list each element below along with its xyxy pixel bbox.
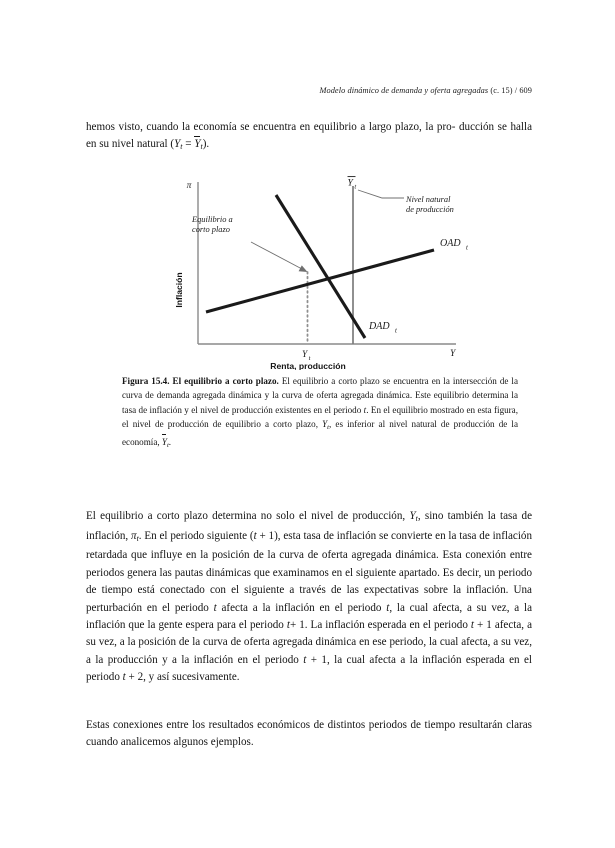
p1-text-2: , sino también la tasa de inflación, bbox=[86, 510, 532, 542]
figure-caption-var-y: Y bbox=[322, 418, 328, 429]
p1-text-9: + 1, la cual afecta a la inflación esperada en el periodo bbox=[86, 653, 532, 684]
running-head-title: Modelo dinámico de demanda y oferta agregadas bbox=[319, 86, 489, 95]
running-head bbox=[86, 86, 532, 95]
dad-label: DAD bbox=[369, 321, 390, 332]
dad-label-subscript: t bbox=[395, 327, 397, 335]
figure-caption-title: El equilibrio a corto plazo. bbox=[172, 376, 279, 386]
variable-y-subscript: t bbox=[180, 142, 183, 152]
p1-text-4: ), esta tasa de inflación se convierte en la tasa de inflación retardada que influye en la posición de la curva de oferta agregada dinámica. Esta conexión entre periodos genera las pautas dinámicas que examinamos en el siguiente apartado. Es decir, un periodo de tiempo está conectado con el siguiente a través de las expectativas sobre la inflación. Una perturbación en el periodo bbox=[86, 529, 532, 614]
p1-var-y-sub: t bbox=[415, 514, 418, 524]
page-number: 609 bbox=[519, 86, 532, 95]
natural-level-label: Y bbox=[347, 177, 353, 189]
figure-chart-svg bbox=[86, 170, 532, 370]
natural-level-annotation bbox=[405, 195, 454, 214]
intro-paragraph-text bbox=[86, 119, 532, 156]
x-tick-label: Y bbox=[302, 350, 308, 360]
figure-caption-var-ybar: Y bbox=[162, 435, 167, 449]
figure-caption-var-y-sub: t bbox=[327, 423, 329, 431]
equilibrium-text-line2: corto plazo bbox=[192, 225, 230, 234]
p1-var-t-b: t bbox=[213, 601, 217, 614]
figure-caption-label: Figura 15.4. bbox=[122, 376, 170, 386]
figure-caption-body-2: . En el equilibrio mostrado en esta figura, el nivel de producción de equilibrio a corto plazo, bbox=[122, 404, 518, 429]
p1-text-start: El equilibrio a corto plazo determina no solo el nivel de producción, bbox=[86, 510, 406, 522]
figure-caption-var-ybar-sub: t bbox=[166, 441, 169, 449]
y-axis-label: Inflación bbox=[174, 272, 184, 308]
p1-var-y: Y bbox=[409, 510, 416, 522]
running-head-chapter: (c. 15) bbox=[490, 86, 513, 95]
paragraph-2-text: Estas conexiones entre los resultados económicos de distintos periodos de tiempo resultarán claras cuando analicemos algunos ejemplos. bbox=[86, 719, 532, 749]
paragraph-1-text bbox=[86, 508, 532, 687]
p1-var-t-e: t bbox=[470, 618, 474, 631]
intro-line-2-post: ). bbox=[202, 138, 210, 151]
natural-level-label-subscript: t bbox=[354, 183, 357, 191]
x-axis-label: Renta, producción bbox=[270, 361, 346, 370]
equilibrium-annotation bbox=[191, 215, 233, 234]
p1-var-t-c: t bbox=[386, 601, 390, 614]
p1-var-pi: π bbox=[131, 529, 137, 542]
p1-text-6: , la cual afecta, a su vez, a la inflación que la gente espera para el periodo bbox=[86, 601, 533, 631]
p1-text-5: afecta a la inflación en el periodo bbox=[221, 601, 382, 614]
paragraph-2 bbox=[86, 717, 532, 752]
equilibrium-leader-arrow bbox=[251, 242, 308, 272]
running-head-separator: / bbox=[514, 86, 518, 95]
oad-label: OAD bbox=[440, 238, 461, 249]
figure-caption-body-4: . bbox=[168, 437, 172, 448]
equilibrium-text-line1: Equilibrio a bbox=[192, 215, 233, 224]
intro-line-2-pre: ducción se halla en su nivel natural ( bbox=[86, 121, 533, 151]
oad-label-group bbox=[440, 238, 469, 251]
figure-caption-body: El equilibrio a corto plazo se encuentra en la intersección de la curva de demanda agregada dinámica y la curva de oferta agregada dinámica. Este equilibrio determina la tasa de inflación y el nivel de producción existentes en el periodo bbox=[122, 376, 518, 415]
figure-caption-body-3: , es inferior al nivel natural de producción de la economía, bbox=[122, 418, 518, 448]
equals-sign: = bbox=[185, 138, 192, 151]
oad-label-subscript: t bbox=[466, 244, 468, 252]
natural-level-leader-line bbox=[358, 190, 404, 198]
p1-plus-1-a: + 1 bbox=[259, 529, 275, 542]
p1-text-8: + 1 afecta, a su vez, a la posición de la curva de oferta agregada dinámica en ese periodo, la cual afecta, a su vez, a la producción y a la inflación en el periodo bbox=[86, 618, 532, 666]
figure-caption-var-t: t bbox=[363, 404, 367, 415]
p1-var-pi-sub: t bbox=[136, 533, 139, 543]
p1-var-t-d: t bbox=[286, 618, 290, 631]
p1-text-10: + 2, y así sucesivamente. bbox=[128, 671, 240, 684]
figure-caption bbox=[122, 374, 518, 453]
intro-line-1: hemos visto, cuando la economía se encuentra en equilibrio a largo plazo, la pro- bbox=[86, 121, 456, 133]
paragraph-1 bbox=[86, 508, 532, 687]
variable-y: Y bbox=[174, 138, 181, 151]
intro-paragraph bbox=[86, 119, 532, 156]
x-axis-symbol: Y bbox=[450, 349, 456, 359]
natural-level-label-group bbox=[348, 177, 357, 191]
p1-var-t-g: t bbox=[122, 671, 126, 684]
variable-y-bar: Y bbox=[194, 136, 200, 153]
dad-label-group bbox=[368, 321, 398, 334]
variable-y-bar-subscript: t bbox=[200, 142, 203, 152]
natural-level-text-line2: de producción bbox=[406, 205, 454, 214]
p1-var-t-f: t bbox=[303, 653, 307, 666]
p1-text-7: + 1. La inflación esperada en el periodo bbox=[289, 618, 468, 631]
oad-curve bbox=[206, 250, 434, 312]
p1-text-3: . En el periodo siguiente ( bbox=[138, 529, 254, 542]
figure-15-4 bbox=[86, 170, 532, 370]
y-axis-symbol: π bbox=[186, 181, 192, 191]
x-tick-label-subscript: t bbox=[308, 355, 311, 362]
dad-curve bbox=[276, 195, 365, 338]
p1-var-t-a: t bbox=[253, 529, 257, 542]
natural-level-text-line1: Nivel natural bbox=[406, 195, 451, 204]
figure-caption-text bbox=[122, 374, 518, 453]
